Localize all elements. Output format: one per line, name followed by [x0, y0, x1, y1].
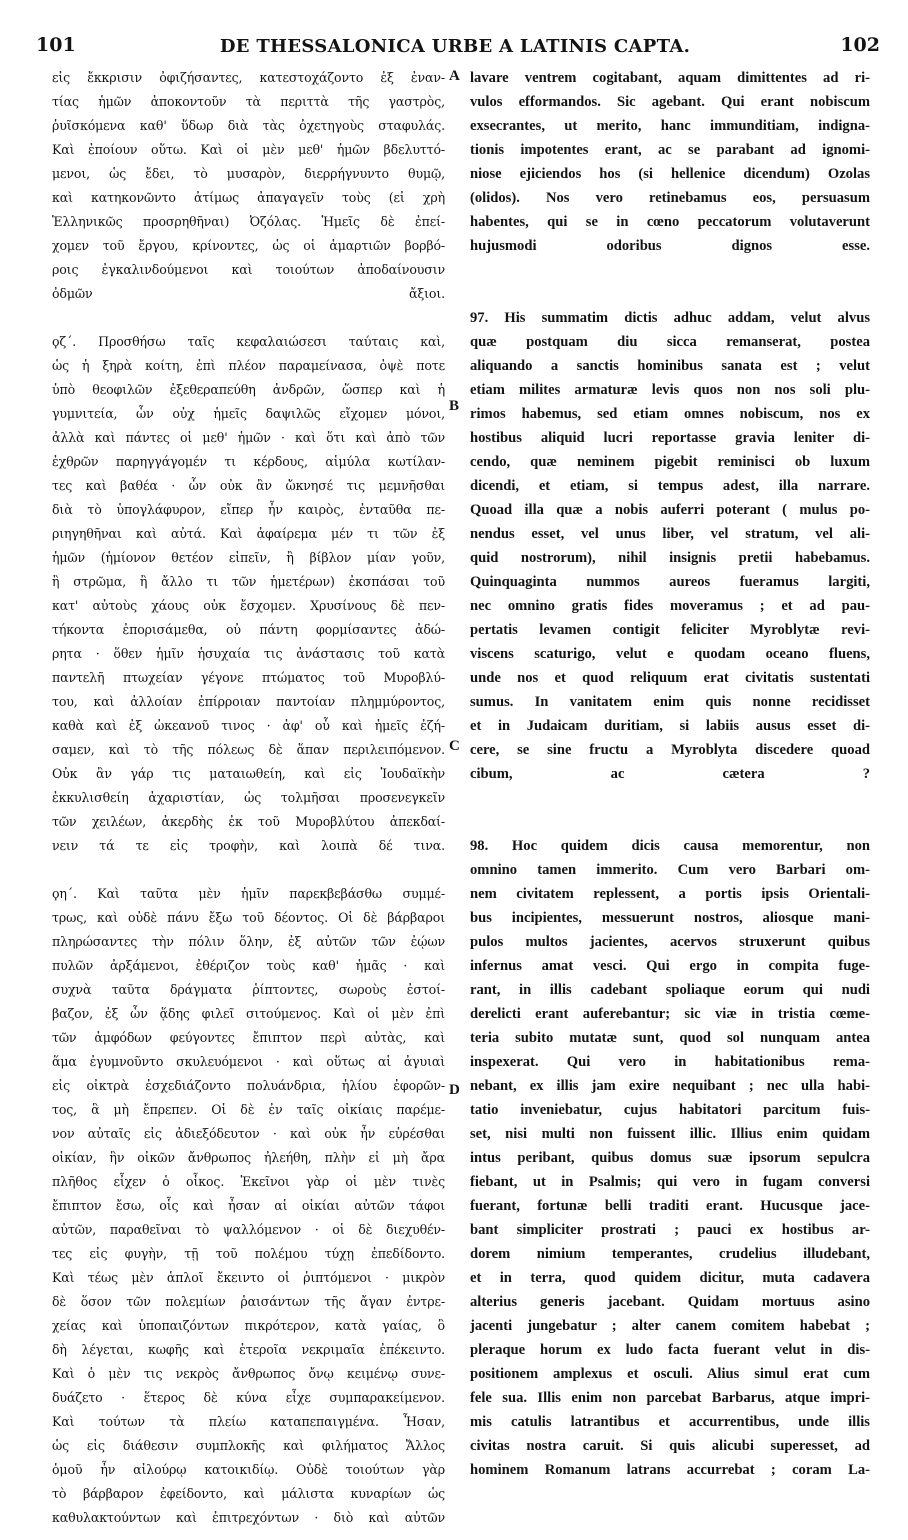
greek-text-line: γυμνιτεία, ὧν οὐχ ἡμεῖς δαψιλῶς εἴχομεν μόνοι, [52, 406, 445, 421]
latin-text-line: set, nisi multi non fuissent illic. Illius enim quidam [470, 1126, 870, 1142]
greek-text-line: ὡς εἰς διάθεσιν συμπλοκῆς καὶ φιλήματος Ἄλλος [52, 1438, 445, 1453]
greek-text-line: δυάζετο · ἕτερος δὲ κύνα εἶχε συμπαρακείμενον. [52, 1390, 445, 1405]
greek-paragraph-97 [52, 330, 445, 858]
greek-text-line: πυλῶν ἀρξάμενοι, ἐθέριζον τοὺς καθ' ἡμᾶς · καὶ [52, 958, 445, 973]
latin-text-line: bus incipientes, messuerunt nostros, aliosque mani- [470, 910, 870, 926]
greek-text-line: Καὶ τέως μὲν ἁπλοῖ ἔκειντο οἱ ῥιπτόμενοι · μικρὸν [52, 1270, 445, 1285]
greek-text-line: ροις ἐγκαλινδούμενοι καὶ τοιούτων ἀποδαίνουσιν [52, 262, 445, 277]
latin-text-line: unde nos et quod reliquum erat civitatis sustentati [470, 670, 870, 686]
latin-text-line: tionis impotentes erant, ac se parabant ad ignomi- [470, 142, 870, 158]
latin-text-line: cibum, ac cætera ? [470, 766, 870, 782]
latin-text-line: (olidos). Nos vero retinebamus eos, persuasum [470, 190, 870, 206]
greek-text-line: καὶ κατηκονῶντο ἀτίμως ἀπαγαγεῖν τοὺς (εἰ χρὴ [52, 190, 445, 205]
latin-text-line: habentes, qui se in cœno peccatorum volutaverunt [470, 214, 870, 230]
latin-text-line: cere, se sine fructu a Myroblyta discedere quoad [470, 742, 870, 758]
greek-text-line: Καὶ τούτων τὰ πλείω καταπεπαιγμένα. Ἦσαν, [52, 1414, 445, 1429]
greek-column [52, 66, 445, 1530]
latin-text-line: jacenti jungebatur ; alter canem comitem habebat ; [470, 1318, 870, 1334]
greek-text-line: ἀλλὰ καὶ πάντες οἱ μεθ' ἡμῶν · καὶ ὅτι καὶ ἀπὸ τῶν [52, 430, 445, 445]
greek-text-line: Οὐκ ἂν γάρ τις ματαιωθείη, καὶ εἰς Ἰουδαϊκὴν [52, 766, 445, 781]
latin-text-line: mis catulis latrantibus et accurrentibus, unde illis [470, 1414, 870, 1430]
greek-text-line: ὡς ἡ ξηρὰ κοίτη, ἐπὶ πλέον παραμείνασα, ὀψὲ ποτε [52, 358, 445, 373]
greek-text-line: κατ' αὐτοὺς χάους οὐκ ἔσχομεν. Χρυσίνους δὲ πεν- [52, 598, 445, 613]
latin-text-line: hominem Romanum latrans accurrebat ; coram La- [470, 1462, 870, 1478]
greek-text-line: συχνὰ ταῦτα δράγματα ῥίπτοντες, σωροὺς ἐστοί- [52, 982, 445, 997]
latin-text-line: tatio inveniebatur, cujus habitatori parcitum fuis- [470, 1102, 870, 1118]
latin-text-line: fele sua. Illis enim non parcebat Barbarus, atque impri- [470, 1390, 870, 1406]
latin-text-line: etiam milites armaturæ levis quos non nos soli plu- [470, 382, 870, 398]
greek-text-line: ἐκκυλισθείη ἀχαριστίαν, ὡς τολμῆσαι προσενεγκεῖν [52, 790, 445, 805]
greek-text-line: του, καὶ ἀλλοίαν ἐπίρροιαν παντοίαν πλημμύροντος, [52, 694, 445, 709]
greek-text-line: Καὶ ἐποίουν οὕτω. Καὶ οἱ μὲν μεθ' ἡμῶν βδελυττό- [52, 142, 445, 157]
page-number-left: 101 [36, 34, 76, 56]
latin-text-line: dicendi, et etiam, si tempus adest, illa narrare. [470, 478, 870, 494]
greek-text-line: μενοι, ὡς ἔδει, τὸ μυσαρὸν, διερρήγνυντο θυμῷ, [52, 166, 445, 181]
section-marker-c: C [449, 738, 460, 754]
greek-text-line: ὁμοῦ ἦν αἰλούρῳ κατοικιδίῳ. Οὐδὲ τοιούτων γὰρ [52, 1462, 445, 1477]
latin-text-line: nendus esset, vel unus liber, vel stratum, vel ali- [470, 526, 870, 542]
greek-text-line: διὰ τὸ ὑπογλάφυρον, εἴπερ ἦν καιρὸς, ἐνταῦθα πε- [52, 502, 445, 517]
latin-text-line: nebant, ex illis jam exire nequibant ; nec ulla habi- [470, 1078, 870, 1094]
greek-text-line: ὀδμῶν ἄξιοι. [52, 286, 445, 301]
greek-text-line: καθυλακτούντων καὶ ἐπιτρεχόντων · διὸ καὶ αὐτῶν [52, 1510, 445, 1525]
greek-text-line: τῶν χειλέων, ἀκερδὴς ἐκ τοῦ Μυροβλύτου ἀπεκδαί- [52, 814, 445, 829]
latin-paragraph-97 [470, 306, 870, 786]
greek-paragraph-98 [52, 882, 445, 1530]
latin-text-line: omnino tamen immerito. Cum vero Barbari om- [470, 862, 870, 878]
greek-paragraph-intro [52, 66, 445, 306]
greek-text-line: πληρώσαντες τὴν πόλιν ὅλην, ἐξ αὐτῶν τῶν ἐῴων [52, 934, 445, 949]
latin-text-line: cendo, quæ neminem pigebit reminisci ob luxum [470, 454, 870, 470]
greek-text-line: βαζον, ἐξ ὧν ᾅδης φιλεῖ σιτούμενος. Καὶ οἱ μὲν ἐπὶ [52, 1006, 445, 1021]
section-marker-b: B [449, 398, 460, 414]
latin-text-line: teria subito mutatæ sunt, quod sol nunquam antea [470, 1030, 870, 1046]
greek-text-line: Καὶ ὁ μὲν τις νεκρὸς ἄνθρωπος ὄνῳ κειμένῳ συνε- [52, 1366, 445, 1381]
greek-text-line: καθὰ καὶ ἐξ ὠκεανοῦ τινος · ἀφ' οὗ καὶ ἡμεῖς ἐζή- [52, 718, 445, 733]
latin-text-line: pertatis levamen contigit feliciter Myroblytæ revi- [470, 622, 870, 638]
greek-text-line: δὲ ὅσον τῶν πολεμίων ῥαισάντων τῆς ἄγαν ἐντρε- [52, 1294, 445, 1309]
latin-text-line: et in Judaicam duritiam, si labiis ausus esset di- [470, 718, 870, 734]
section-marker-d: D [449, 1082, 460, 1098]
greek-text-line: τες εἰς φυγὴν, τῇ τοῦ πολέμου τύχῃ ἐπεδίδοντο. [52, 1246, 445, 1261]
latin-text-line: infernus amat vesci. Qui ergo in compita fuge- [470, 958, 870, 974]
latin-text-line: hostibus aliquid lucri reportasse gravia leniter di- [470, 430, 870, 446]
latin-text-line: dorem nimium temperantes, crudelius illudebant, [470, 1246, 870, 1262]
greek-text-line: εἰς ἔκκρισιν ὀφιζήσαντες, κατεστοχάζοντο ἐξ ἐναν- [52, 70, 445, 85]
greek-text-line: χείας καὶ ὑποπαιζόντων πικρότερον, κατὰ γαίας, ὃ [52, 1318, 445, 1333]
latin-text-line: rimos habemus, sed etiam omnes nobiscum, nos ex [470, 406, 870, 422]
latin-text-line: quæ postquam diu sicca remanserat, postea [470, 334, 870, 350]
latin-text-line: rant, in illis cadebant spoliaque eorum qui nudi [470, 982, 870, 998]
section-marker-a: A [449, 68, 460, 84]
greek-text-line: νειν τά τε εἰς τροφὴν, καὶ λοιπὰ δέ τινα. [52, 838, 445, 853]
latin-text-line: 98. Hoc quidem dicis causa memorentur, non [470, 838, 870, 854]
latin-text-line: inspexerat. Qui vero in habitationibus rema- [470, 1054, 870, 1070]
latin-text-line: pleraque horum ex ludo facta fuerant velut in dis- [470, 1342, 870, 1358]
greek-text-line: σαμεν, καὶ τὸ τῆς πόλεως δὲ ἅπαν περιλειπόμενον. [52, 742, 445, 757]
greek-text-line: αὐτῶν, παραθεῖναι τὸ ψαλλόμενον · οἱ δὲ διεχυθέν- [52, 1222, 445, 1237]
latin-text-line: fiebant, ut in Psalmis; qui vero in fugam conversi [470, 1174, 870, 1190]
running-title: DE THESSALONICA URBE A LATINIS CAPTA. [219, 36, 691, 57]
latin-text-line: Quinquaginta nummos aureos fueramus largiti, [470, 574, 870, 590]
greek-text-line: χομεν τοῦ ἔργου, κρίνοντες, ὡς οἱ ἁμαρτιῶν βορβό- [52, 238, 445, 253]
latin-text-line: viscens scaturigo, velut e quodam oceano fluens, [470, 646, 870, 662]
greek-text-line: τήκοντα ἐπορισάμεθα, οὐ πάντη φορμίσαντες ἀδώ- [52, 622, 445, 637]
latin-text-line: pulos multos jacientes, acervos struxerunt quibus [470, 934, 870, 950]
latin-text-line: sumus. In vanitatem enim quis nonne recidisset [470, 694, 870, 710]
latin-paragraph-98 [470, 834, 870, 1482]
greek-text-line: πλῆθος εἶχεν ὁ οἶκος. Ἐκεῖνοι γὰρ οἱ μὲν τινὲς [52, 1174, 445, 1189]
greek-text-line: ἔπιπτον ἔσω, οἷς καὶ ἦσαν αἱ οἰκίαι αὐτῶν τάφοι [52, 1198, 445, 1213]
greek-text-line: οἰκίαν, ἣν οἰκῶν ἄνθρωπος ἠλεήθη, πλὴν εἰ μὴ ἄρα [52, 1150, 445, 1165]
latin-text-line: alterius generis jacebant. Quidam mortuus asino [470, 1294, 870, 1310]
latin-text-line: aliquando a sanctis hominibus sanata est ; velut [470, 358, 870, 374]
latin-text-line: derelicti erant auferebantur; sic viæ in tristia cœme- [470, 1006, 870, 1022]
greek-text-line: παντελῆ πτωχείαν γέγονε πτώματος τοῦ Μυροβλύ- [52, 670, 445, 685]
latin-paragraph-intro [470, 66, 870, 258]
greek-text-line: ἐχθρῶν παρηγγάγομέν τι κέρδους, αἱμύλα κωτίλαν- [52, 454, 445, 469]
greek-text-line: ἅμα ἐγυμνοῦντο σκυλευόμενοι · καὶ οὕτως αἱ ἀγυιαὶ [52, 1054, 445, 1069]
latin-text-line: hujusmodi odoribus dignos esse. [470, 238, 870, 254]
greek-text-line: ἢ στρῶμα, ἢ ἄλλο τι τῶν ἡμετέρων) ἐκσπάσαι τοῦ [52, 574, 445, 589]
latin-text-line: Quoad illa quæ a nobis auferri poterant ( mulus po- [470, 502, 870, 518]
greek-text-line: ριηγηθῆναι καὶ αὐτά. Καὶ ἀφαίρεμα μέν τι τῶν ἐξ [52, 526, 445, 541]
greek-text-line: ὑπὸ θεοφιλῶν ἐξεθεραπεύθη ἀνδρῶν, ὥσπερ καὶ ἡ [52, 382, 445, 397]
latin-text-line: positionem amplexus et osculi. Alius simul erat cum [470, 1366, 870, 1382]
latin-text-line: vulos efformandos. Sic agebant. Qui erant nobiscum [470, 94, 870, 110]
greek-text-line: τες καὶ βαθέα · ὧν οὐκ ἂν ὤκνησέ τις μεμνῆσθαι [52, 478, 445, 493]
greek-text-line: εἰς οἰκτρὰ ἐσχεδιάζοντο πολυάνδρια, ἡλίου ἐφορῶν- [52, 1078, 445, 1093]
greek-text-line: ϙζ΄. Προσθήσω ταῖς κεφαλαιώσεσι ταύταις καὶ, [52, 334, 445, 349]
greek-text-line: ρητα · ὅθεν ἡμῖν ἡσυχαία τις ἀνάστασις τοῦ κατὰ [52, 646, 445, 661]
greek-text-line: ῥυῖσκόμενα καθ' ὕδωρ διὰ τὰς ὀχετηγοὺς σταφυλάς. [52, 118, 445, 133]
latin-text-line: exsecrantes, ut merito, hanc immunditiam, indigna- [470, 118, 870, 134]
greek-text-line: Ἑλληνικῶς προσρηθῆναι) Ὀζόλας. Ἡμεῖς δὲ ἐπεί- [52, 214, 445, 229]
latin-text-line: lavare ventrem cogitabant, aquam dimittentes ad ri- [470, 70, 870, 86]
greek-text-line: δὴ λέγεται, κωφῆς καὶ ἑτεροῖα νεκριμαῖα ἐπέκειντο. [52, 1342, 445, 1357]
latin-text-line: intus peribant, quibus domus suæ ipsorum sepulcra [470, 1150, 870, 1166]
greek-text-line: ἡμῶν (ἡμίονον θετέον εἰπεῖν, ἢ βίβλον μίαν γοῦν, [52, 550, 445, 565]
latin-text-line: niose ejiciendos hos (si hellenice dicendum) Ozolas [470, 166, 870, 182]
latin-text-line: bant simpliciter prostrati ; pauci ex hostibus ar- [470, 1222, 870, 1238]
greek-text-line: τῶν ἀμφόδων φεύγοντες ἔπιπτον περὶ αὐτὰς, καὶ [52, 1030, 445, 1045]
latin-text-line: nem civitatem replessent, a portis ipsis Orientali- [470, 886, 870, 902]
page-number-right: 102 [840, 34, 880, 56]
greek-text-line: νον αὐταῖς εἰς ἀδιεξόδευτον · καὶ οὐκ ἦν εὑρέσθαι [52, 1126, 445, 1141]
latin-text-line: civitas nostra caruit. Si quis alicubi superesset, ad [470, 1438, 870, 1454]
latin-text-line: et in terra, quod quidem dicitur, muta cadavera [470, 1270, 870, 1286]
greek-text-line: ϙη΄. Καὶ ταῦτα μὲν ἡμῖν παρεκβεβάσθω συμμέ- [52, 886, 445, 901]
greek-text-line: τὸ βάρβαρον ἐφείδοντο, καὶ μάλιστα κυναρίων ὡς [52, 1486, 445, 1501]
latin-text-line: quid nostrorum), nihil insignis pretii habebamus. [470, 550, 870, 566]
greek-text-line: τίας ἡμῶν ἀποκοντοῦν τὰ περιττὰ τῆς γαστρὸς, [52, 94, 445, 109]
latin-text-line: nec omnino gratis fides moveramus ; et ad pau- [470, 598, 870, 614]
greek-text-line: τρως, καὶ οὐδὲ πάνυ ἔξω τοῦ δέοντος. Οἱ δὲ βάρβαροι [52, 910, 445, 925]
latin-column [470, 66, 870, 1482]
greek-text-line: τος, ἃ μὴ ἔπρεπεν. Οἱ δὲ ἐν ταῖς οἰκίαις παρέμε- [52, 1102, 445, 1117]
latin-text-line: 97. His summatim dictis adhuc addam, velut alvus [470, 310, 870, 326]
running-header [30, 30, 880, 64]
latin-text-line: fuerant, fortunæ belli traditi erant. Hucusque jace- [470, 1198, 870, 1214]
